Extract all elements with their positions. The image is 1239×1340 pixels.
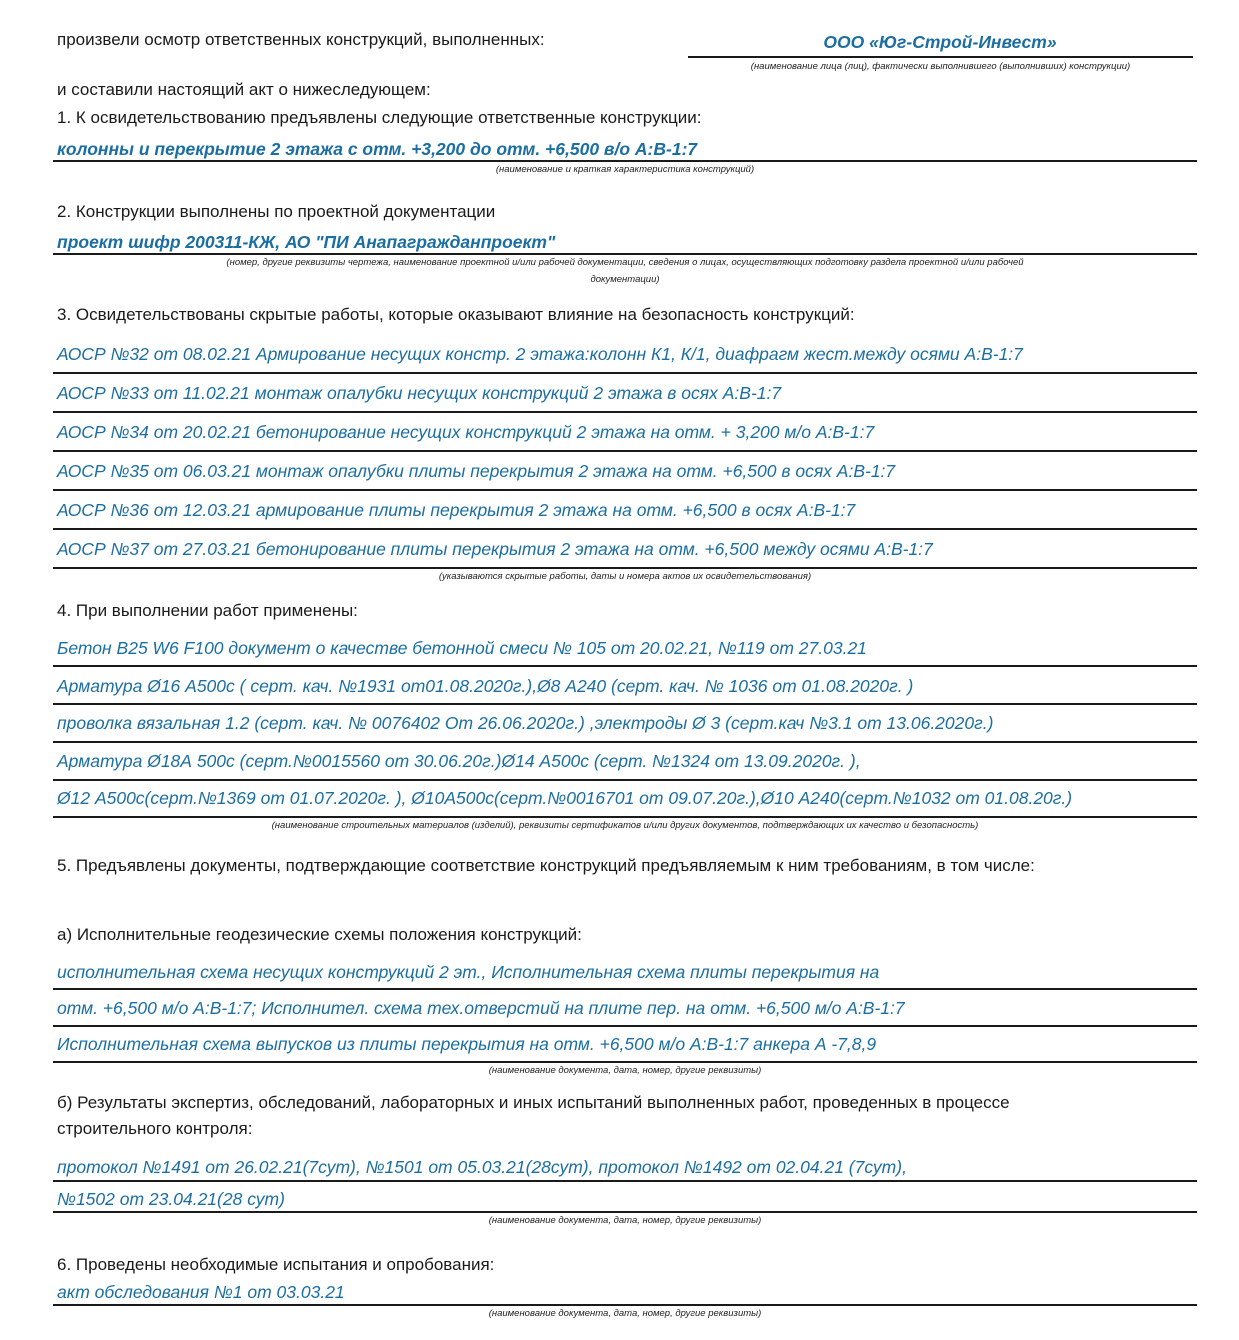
section4-line [53,665,1197,667]
section3-item: АОСР №33 от 11.02.21 монтаж опалубки несущих конструкций 2 этажа в осях А:В-1:7 [57,383,782,403]
section5b-line [53,1180,1197,1182]
section3-heading: 3. Освидетельствованы скрытые работы, которые оказывают влияние на безопасность конструкций: [57,305,855,324]
section3-item: АОСР №36 от 12.03.21 армирование плиты перекрытия 2 этажа на отм. +6,500 в осях А:В-1:7 [57,500,856,520]
section4-caption: (наименование строительных материалов (изделий), реквизиты сертификатов и/или других документов, подтверждающих их качество и безопасность) [271,820,979,831]
section2-caption-line1: (номер, другие реквизиты чертежа, наименование проектной и/или рабочей документации, сведения о лицах, осуществляющих подготовку раздела проектной и/или рабочей [226,257,1024,268]
section3-line [53,528,1197,530]
section1-line [53,160,1197,162]
section2-line [53,253,1197,255]
section3-line [53,489,1197,491]
section4-line [53,703,1197,705]
section4-item: Бетон В25 W6 F100 документ о качестве бетонной смеси № 105 от 20.02.21, №119 от 27.03.21 [57,638,867,658]
section5a-line [53,988,1197,990]
contractor-caption: (наименование лица (лиц), фактически выполнившего (выполнивших) конструкции) [750,61,1131,72]
section4-heading: 4. При выполнении работ применены: [57,601,358,620]
section5a-line [53,1061,1197,1063]
section6-heading: 6. Проведены необходимые испытания и опробования: [57,1255,495,1274]
section2-heading: 2. Конструкции выполнены по проектной документации [57,202,496,221]
section5a-item: Исполнительная схема выпусков из плиты перекрытия на отм. +6,500 м/о А:В-1:7 анкера А -7,8,9 [57,1034,877,1054]
section5-heading: 5. Предъявлены документы, подтверждающие соответствие конструкций предъявляемым к ним требованиям, в том числе: [57,856,1035,875]
section5b-item: №1502 от 23.04.21(28 сут) [57,1189,285,1209]
section4-item: Арматура Ø18А 500с (серт.№0015560 от 30.06.20г.)Ø14 А500с (серт. №1324 от 13.09.2020г. ), [57,751,861,771]
section6-value: акт обследования №1 от 03.03.21 [57,1282,345,1302]
section3-line [53,411,1197,413]
section5a-caption: (наименование документа, дата, номер, другие реквизиты) [488,1065,762,1076]
section2-value: проект шифр 200311-КЖ, АО "ПИ Анапагражданпроект" [57,232,556,252]
section5b-item: протокол №1491 от 26.02.21(7сут), №1501 от 05.03.21(28сут), протокол №1492 от 02.04.21 (7сут), [57,1157,907,1177]
section3-item: АОСР №35 от 06.03.21 монтаж опалубки плиты перекрытия 2 этажа на отм. +6,500 в осях А:В-1:7 [57,461,896,481]
section1-value: колонны и перекрытие 2 этажа с отм. +3,200 до отм. +6,500 в/о А:В-1:7 [57,139,698,159]
section5a-line [53,1025,1197,1027]
section4-item: Ø12 А500с(серт.№1369 от 01.07.2020г. ), Ø10А500с(серт.№0016701 от 09.07.20г.),Ø10 А240(серт.№1032 от 01.08.20г.) [57,788,1073,808]
section2-caption-line2: документации) [590,274,660,285]
section1-caption: (наименование и краткая характеристика конструкций) [495,164,755,175]
intro-text: произвели осмотр ответственных конструкций, выполненных: [57,30,545,49]
section5a-item: отм. +6,500 м/о А:В-1:7; Исполнител. схема тех.отверстий на плите пер. на отм. +6,500 м/о А:В-1:7 [57,998,905,1018]
section4-line [53,741,1197,743]
section5b-caption: (наименование документа, дата, номер, другие реквизиты) [488,1215,762,1226]
section3-line [53,567,1197,569]
section4-item: Арматура Ø16 А500с ( серт. кач. №1931 от01.08.2020г.),Ø8 А240 (серт. кач. № 1036 от 01.08.2020г. ) [57,676,914,696]
section4-line [53,816,1197,818]
section3-line [53,450,1197,452]
section3-item: АОСР №37 от 27.03.21 бетонирование плиты перекрытия 2 этажа на отм. +6,500 между осями А:В-1:7 [57,539,933,559]
section3-line [53,372,1197,374]
contractor-value: ООО «Юг-Строй-Инвест» [823,32,1057,52]
contractor-line [688,56,1193,58]
section5b-heading-line1: б) Результаты экспертиз, обследований, лабораторных и иных испытаний выполненных работ, проведенных в процессе [57,1093,1010,1112]
section5b-line [53,1211,1197,1213]
section5b-heading-line2: строительного контроля: [57,1119,253,1138]
section6-caption: (наименование документа, дата, номер, другие реквизиты) [488,1308,762,1319]
section4-item: проволка вязальная 1.2 (серт. кач. № 0076402 От 26.06.2020г.) ,электроды Ø 3 (серт.кач №3.1 от 13.06.2020г.) [57,713,994,733]
section4-line [53,779,1197,781]
section5a-item: исполнительная схема несущих конструкций 2 эт., Исполнительная схема плиты перекрытия на [57,962,880,982]
section6-line [53,1304,1197,1306]
section3-item: АОСР №32 от 08.02.21 Армирование несущих констр. 2 этажа:колонн К1, К/1, диафрагм жест.между осями А:В-1:7 [57,344,1023,364]
section5a-heading: а) Исполнительные геодезические схемы положения конструкций: [57,925,582,944]
compiled-text: и составили настоящий акт о нижеследующем: [57,80,431,99]
section1-heading: 1. К освидетельствованию предъявлены следующие ответственные конструкции: [57,108,702,127]
section3-caption: (указываются скрытые работы, даты и номера актов их освидетельствования) [438,571,812,582]
section3-item: АОСР №34 от 20.02.21 бетонирование несущих конструкций 2 этажа на отм. + 3,200 м/о А:В-1:7 [57,422,875,442]
